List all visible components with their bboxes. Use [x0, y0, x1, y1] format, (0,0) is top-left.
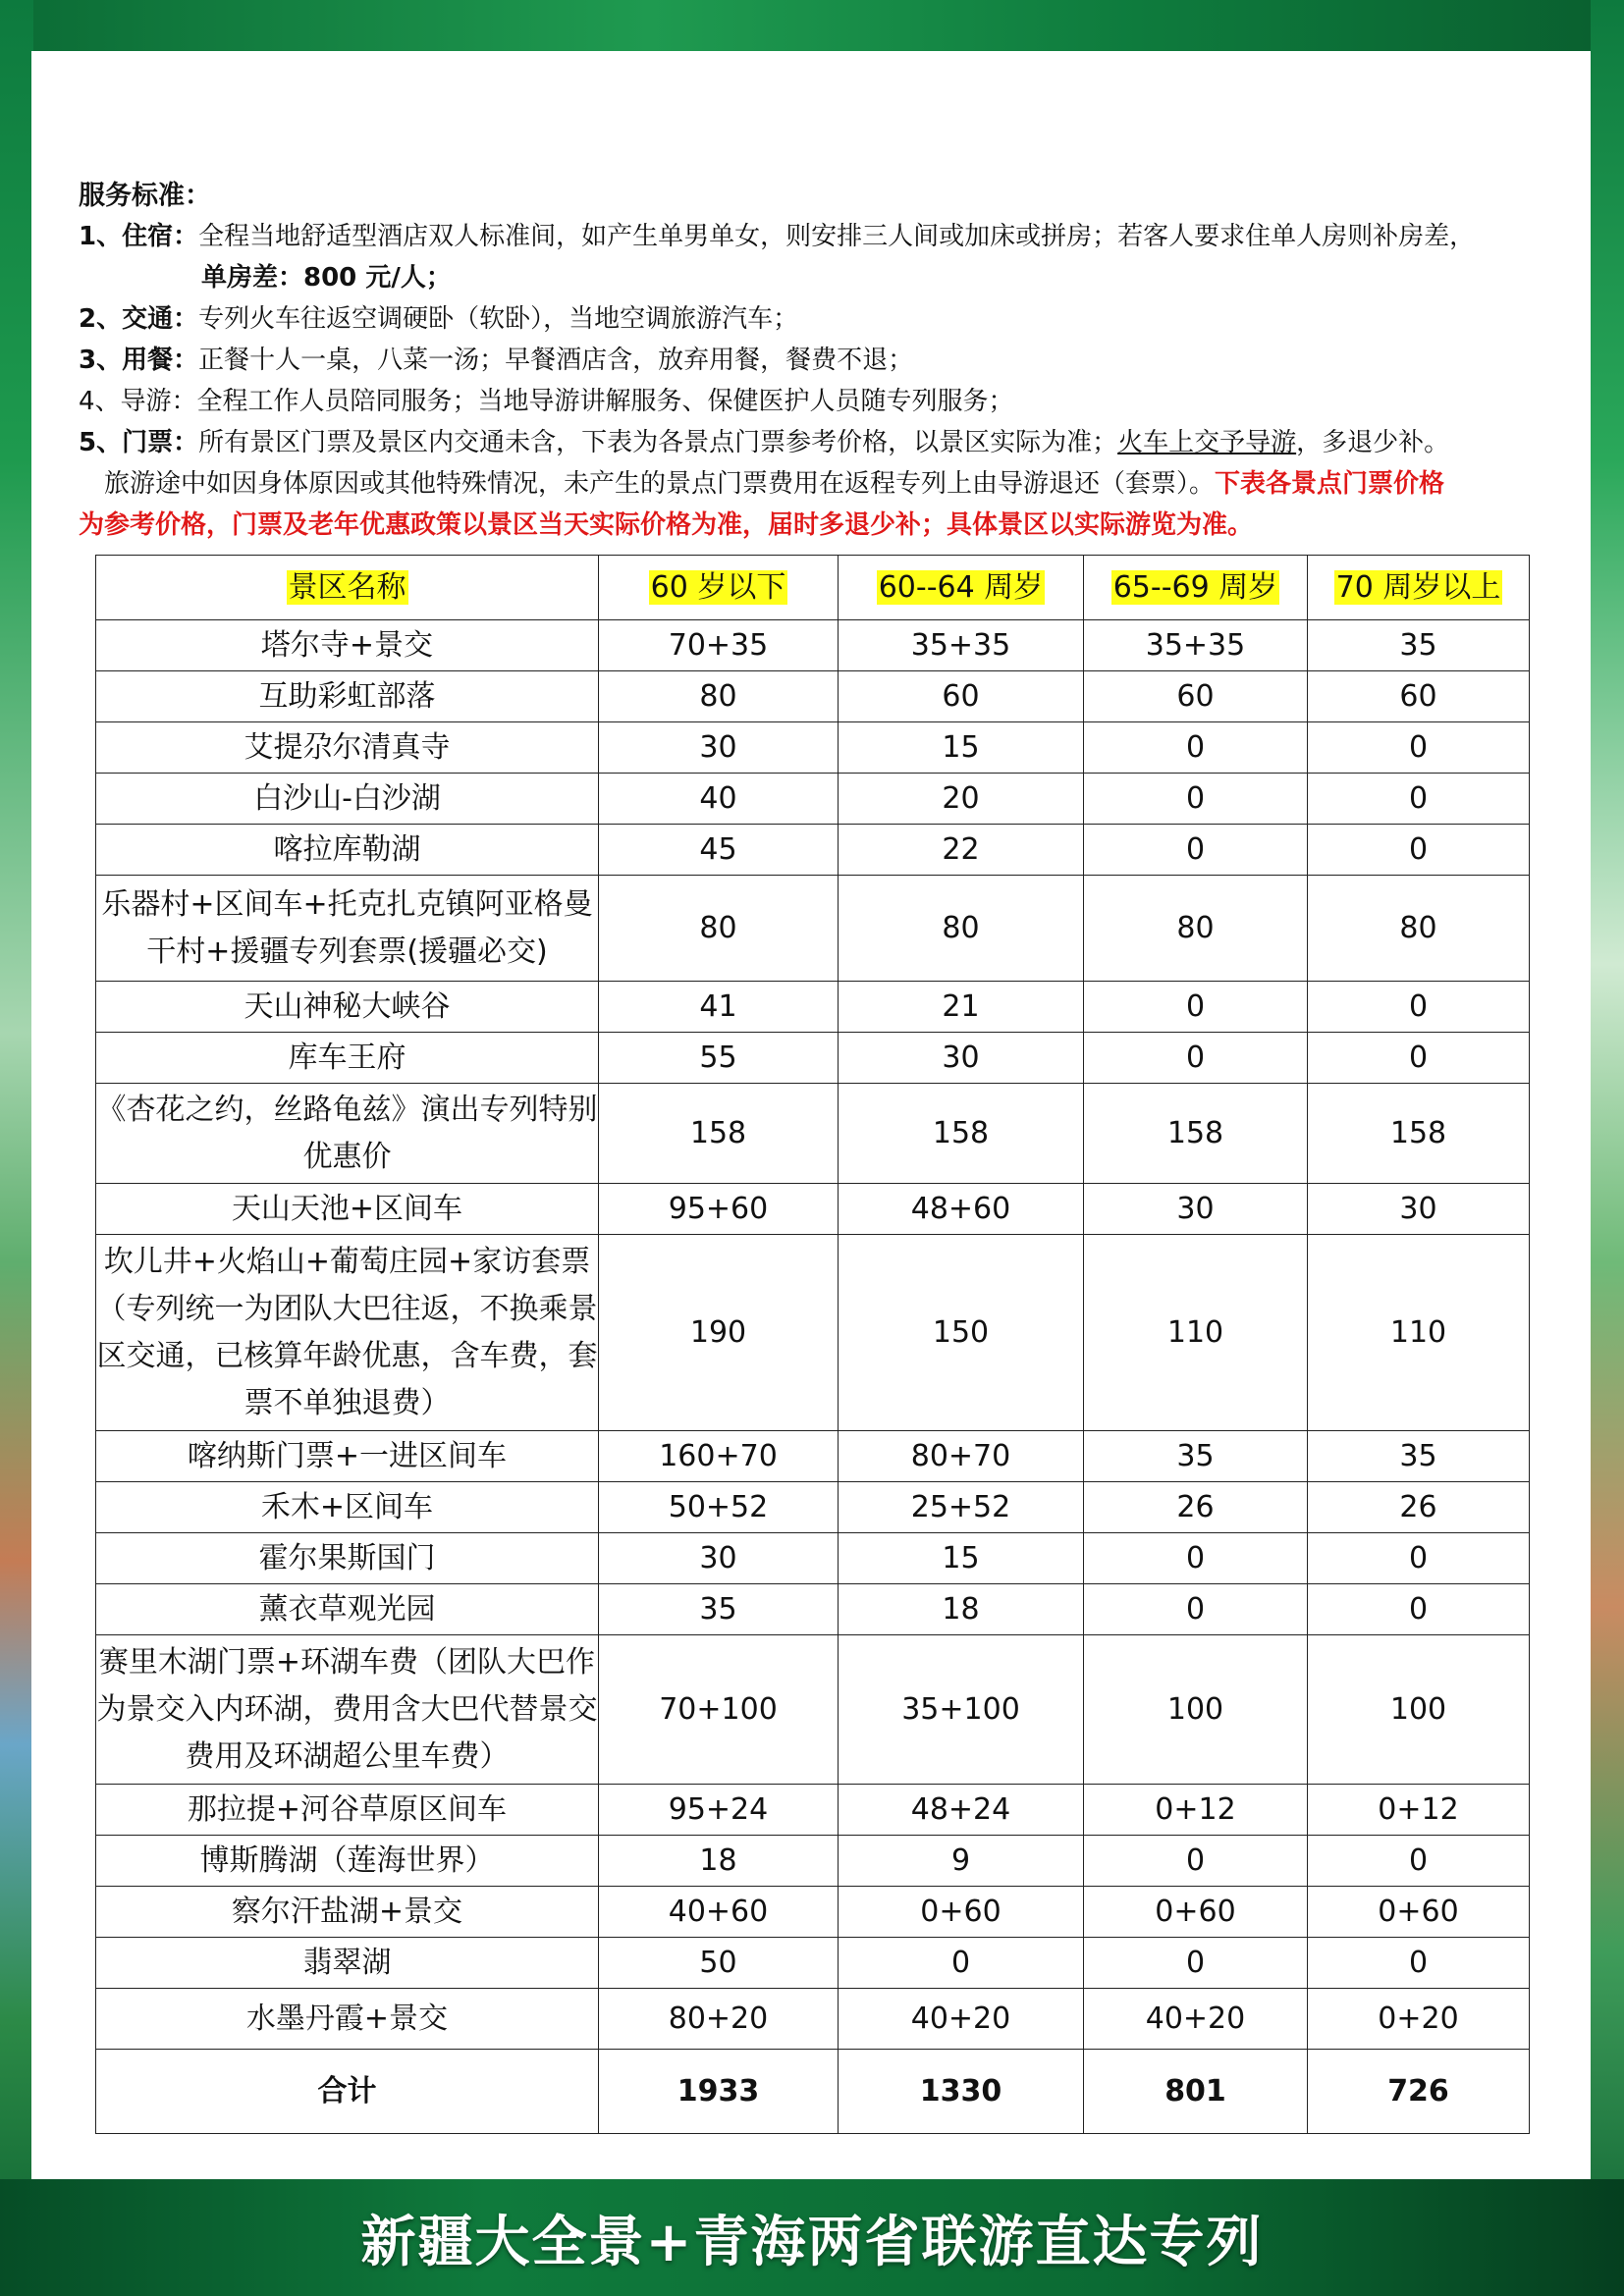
price-cell: 25+52	[839, 1482, 1084, 1533]
price-cell: 60	[1308, 671, 1530, 722]
price-red-text: 为参考价格，门票及老年优惠政策以景区当天实际价格为准，届时多退少补；具体景区以实际游览为准。	[79, 510, 1254, 540]
attraction-name: 翡翠湖	[96, 1938, 599, 1989]
price-cell: 18	[839, 1584, 1084, 1635]
item-label: 2、交通：	[79, 304, 199, 334]
attraction-name: 天山神秘大峡谷	[96, 982, 599, 1033]
item-refund-note	[79, 463, 1571, 505]
attraction-name: 《杏花之约，丝路龟兹》演出专列特别优惠价	[96, 1084, 599, 1184]
item-label: 5、门票：	[79, 428, 199, 457]
attraction-name: 喀拉库勒湖	[96, 825, 599, 876]
table-row	[96, 876, 1530, 982]
price-cell: 45	[599, 825, 839, 876]
total-cell: 726	[1308, 2050, 1530, 2134]
price-cell: 35+35	[839, 620, 1084, 671]
price-cell: 0	[1084, 1584, 1308, 1635]
table-row	[96, 1431, 1530, 1482]
attraction-name: 天山天池+区间车	[96, 1184, 599, 1235]
table-row	[96, 1836, 1530, 1887]
single-room-fee: 单房差：800 元/人；	[201, 263, 452, 293]
table-row	[96, 620, 1530, 671]
price-cell: 80	[839, 876, 1084, 982]
price-cell: 30	[1084, 1184, 1308, 1235]
price-cell: 0	[1308, 1584, 1530, 1635]
total-cell: 1933	[599, 2050, 839, 2134]
total-cell: 1330	[839, 2050, 1084, 2134]
price-cell: 80+20	[599, 1989, 839, 2050]
attraction-name: 乐器村+区间车+托克扎克镇阿亚格曼干村+援疆专列套票(援疆必交)	[96, 876, 599, 982]
attraction-name: 水墨丹霞+景交	[96, 1989, 599, 2050]
table-row	[96, 1184, 1530, 1235]
price-cell: 0	[1308, 774, 1530, 825]
item-text: 专列火车往返空调硬卧（软卧），当地空调旅游汽车；	[198, 304, 799, 334]
price-cell: 30	[1308, 1184, 1530, 1235]
price-cell: 35	[1084, 1431, 1308, 1482]
price-cell: 0	[1084, 774, 1308, 825]
price-cell: 0	[1084, 982, 1308, 1033]
price-cell: 100	[1308, 1635, 1530, 1785]
price-cell: 190	[599, 1235, 839, 1431]
table-row	[96, 1235, 1530, 1431]
table-header-row	[96, 556, 1530, 620]
price-cell: 50	[599, 1938, 839, 1989]
header-cell: 景区名称	[96, 556, 599, 620]
price-cell: 35+100	[839, 1635, 1084, 1785]
price-cell: 60	[1084, 671, 1308, 722]
price-cell: 160+70	[599, 1431, 839, 1482]
header-cell: 65--69 周岁	[1084, 556, 1308, 620]
price-cell: 95+24	[599, 1785, 839, 1836]
attraction-name: 坎儿井+火焰山+葡萄庄园+家访套票（专列统一为团队大巴往返，不换乘景区交通，已核算年龄优惠，含车费，套票不单独退费）	[96, 1235, 599, 1431]
attraction-name: 禾木+区间车	[96, 1482, 599, 1533]
price-cell: 40+60	[599, 1887, 839, 1938]
item-text: 全程当地舒适型酒店双人标准间，如产生单男单女，则安排三人间或加床或拼房；若客人要求住单人房则补房差，	[198, 222, 1476, 251]
refund-text: 旅游途中如因身体原因或其他特殊情况，未产生的景点门票费用在返程专列上由导游退还（套票）。	[104, 469, 1216, 499]
price-cell: 15	[839, 1533, 1084, 1584]
price-cell: 18	[599, 1836, 839, 1887]
table-row	[96, 825, 1530, 876]
table-row	[96, 1033, 1530, 1084]
total-cell: 801	[1084, 2050, 1308, 2134]
item-price-note	[79, 505, 1571, 546]
price-cell: 0+12	[1084, 1785, 1308, 1836]
price-cell: 48+60	[839, 1184, 1084, 1235]
table-row	[96, 1785, 1530, 1836]
price-cell: 30	[599, 722, 839, 774]
footer-title: 新疆大全景+青海两省联游直达专列	[360, 2209, 1264, 2274]
service-standards	[79, 177, 1571, 546]
price-cell: 35+35	[1084, 620, 1308, 671]
attraction-name: 库车王府	[96, 1033, 599, 1084]
header-cell: 70 周岁以上	[1308, 556, 1530, 620]
item-transport	[79, 298, 1571, 340]
price-cell: 158	[1084, 1084, 1308, 1184]
price-cell: 35	[599, 1584, 839, 1635]
price-cell: 110	[1084, 1235, 1308, 1431]
price-cell: 158	[599, 1084, 839, 1184]
price-cell: 48+24	[839, 1785, 1084, 1836]
price-cell: 150	[839, 1235, 1084, 1431]
item-text: 正餐十人一桌，八菜一汤；早餐酒店含，放弃用餐，餐费不退；	[198, 346, 914, 375]
item-text: 全程工作人员陪同服务；当地导游讲解服务、保健医护人员随专列服务；	[196, 387, 1014, 416]
attraction-name: 霍尔果斯国门	[96, 1533, 599, 1584]
item-label: 3、用餐：	[79, 346, 199, 375]
price-cell: 9	[839, 1836, 1084, 1887]
price-cell: 100	[1084, 1635, 1308, 1785]
attraction-name: 白沙山-白沙湖	[96, 774, 599, 825]
price-cell: 0	[1084, 825, 1308, 876]
price-cell: 41	[599, 982, 839, 1033]
item-text-end: ，多退少补。	[1296, 428, 1450, 457]
attraction-name: 赛里木湖门票+环湖车费（团队大巴作为景交入内环湖，费用含大巴代替景交费用及环湖超公里车费）	[96, 1635, 599, 1785]
right-decor	[1591, 0, 1624, 2296]
table-row	[96, 774, 1530, 825]
price-cell: 0	[1084, 1033, 1308, 1084]
table-row	[96, 1584, 1530, 1635]
price-cell: 0	[1084, 722, 1308, 774]
footer-banner	[0, 2179, 1624, 2296]
price-cell: 0+60	[1084, 1887, 1308, 1938]
item-meals	[79, 340, 1571, 381]
top-banner	[0, 0, 1624, 51]
price-cell: 0	[1308, 825, 1530, 876]
price-cell: 35	[1308, 1431, 1530, 1482]
table-row	[96, 1482, 1530, 1533]
price-cell: 60	[839, 671, 1084, 722]
item-text-underlined: 火车上交予导游	[1117, 428, 1297, 457]
price-cell: 22	[839, 825, 1084, 876]
price-cell: 0+20	[1308, 1989, 1530, 2050]
table-row	[96, 1887, 1530, 1938]
price-cell: 30	[599, 1533, 839, 1584]
attraction-name: 艾提尕尔清真寺	[96, 722, 599, 774]
attraction-name: 察尔汗盐湖+景交	[96, 1887, 599, 1938]
price-cell: 70+35	[599, 620, 839, 671]
table-row	[96, 722, 1530, 774]
table-row	[96, 1533, 1530, 1584]
price-cell: 0+12	[1308, 1785, 1530, 1836]
price-cell: 0	[839, 1938, 1084, 1989]
price-cell: 35	[1308, 620, 1530, 671]
attraction-name: 互助彩虹部落	[96, 671, 599, 722]
price-cell: 0	[1308, 1533, 1530, 1584]
item-lodging	[79, 216, 1571, 257]
price-cell: 0	[1084, 1938, 1308, 1989]
item-tickets	[79, 422, 1571, 463]
price-cell: 0	[1308, 722, 1530, 774]
table-row	[96, 1989, 1530, 2050]
left-decor	[0, 0, 33, 2296]
price-cell: 158	[839, 1084, 1084, 1184]
price-cell: 15	[839, 722, 1084, 774]
price-cell: 80	[599, 671, 839, 722]
price-cell: 0	[1308, 1836, 1530, 1887]
section-title: 服务标准：	[79, 181, 211, 211]
attraction-name: 塔尔寺+景交	[96, 620, 599, 671]
price-cell: 0+60	[1308, 1887, 1530, 1938]
price-cell: 80	[1308, 876, 1530, 982]
item-lodging-cont	[79, 257, 1571, 298]
total-row	[96, 2050, 1530, 2134]
price-cell: 21	[839, 982, 1084, 1033]
price-cell: 40+20	[1084, 1989, 1308, 2050]
table-row	[96, 982, 1530, 1033]
item-label: 4、导游：	[79, 387, 197, 416]
price-cell: 0	[1084, 1836, 1308, 1887]
price-cell: 80	[599, 876, 839, 982]
item-guide	[79, 381, 1571, 422]
attraction-name: 喀纳斯门票+一进区间车	[96, 1431, 599, 1482]
price-cell: 40	[599, 774, 839, 825]
price-cell: 30	[839, 1033, 1084, 1084]
table-row	[96, 671, 1530, 722]
header-cell: 60 岁以下	[599, 556, 839, 620]
total-label: 合计	[96, 2050, 599, 2134]
table-row	[96, 1938, 1530, 1989]
price-cell: 20	[839, 774, 1084, 825]
price-cell: 0	[1084, 1533, 1308, 1584]
price-cell: 0	[1308, 982, 1530, 1033]
price-cell: 55	[599, 1033, 839, 1084]
price-cell: 40+20	[839, 1989, 1084, 2050]
table-row	[96, 1635, 1530, 1785]
attraction-name: 薰衣草观光园	[96, 1584, 599, 1635]
price-cell: 110	[1308, 1235, 1530, 1431]
price-cell: 26	[1308, 1482, 1530, 1533]
price-cell: 0	[1308, 1033, 1530, 1084]
table-row	[96, 1084, 1530, 1184]
attraction-name: 博斯腾湖（莲海世界）	[96, 1836, 599, 1887]
ticket-price-table	[95, 555, 1530, 2134]
attraction-name: 那拉提+河谷草原区间车	[96, 1785, 599, 1836]
price-cell: 95+60	[599, 1184, 839, 1235]
price-cell: 50+52	[599, 1482, 839, 1533]
header-cell: 60--64 周岁	[839, 556, 1084, 620]
item-text: 所有景区门票及景区内交通未含，下表为各景点门票参考价格，以景区实际为准；	[198, 428, 1118, 457]
price-cell: 0	[1308, 1938, 1530, 1989]
price-cell: 70+100	[599, 1635, 839, 1785]
price-cell: 80+70	[839, 1431, 1084, 1482]
price-cell: 26	[1084, 1482, 1308, 1533]
refund-red-text: 下表各景点门票价格	[1215, 469, 1445, 499]
price-cell: 0+60	[839, 1887, 1084, 1938]
price-cell: 158	[1308, 1084, 1530, 1184]
price-cell: 80	[1084, 876, 1308, 982]
item-label: 1、住宿：	[79, 222, 199, 251]
